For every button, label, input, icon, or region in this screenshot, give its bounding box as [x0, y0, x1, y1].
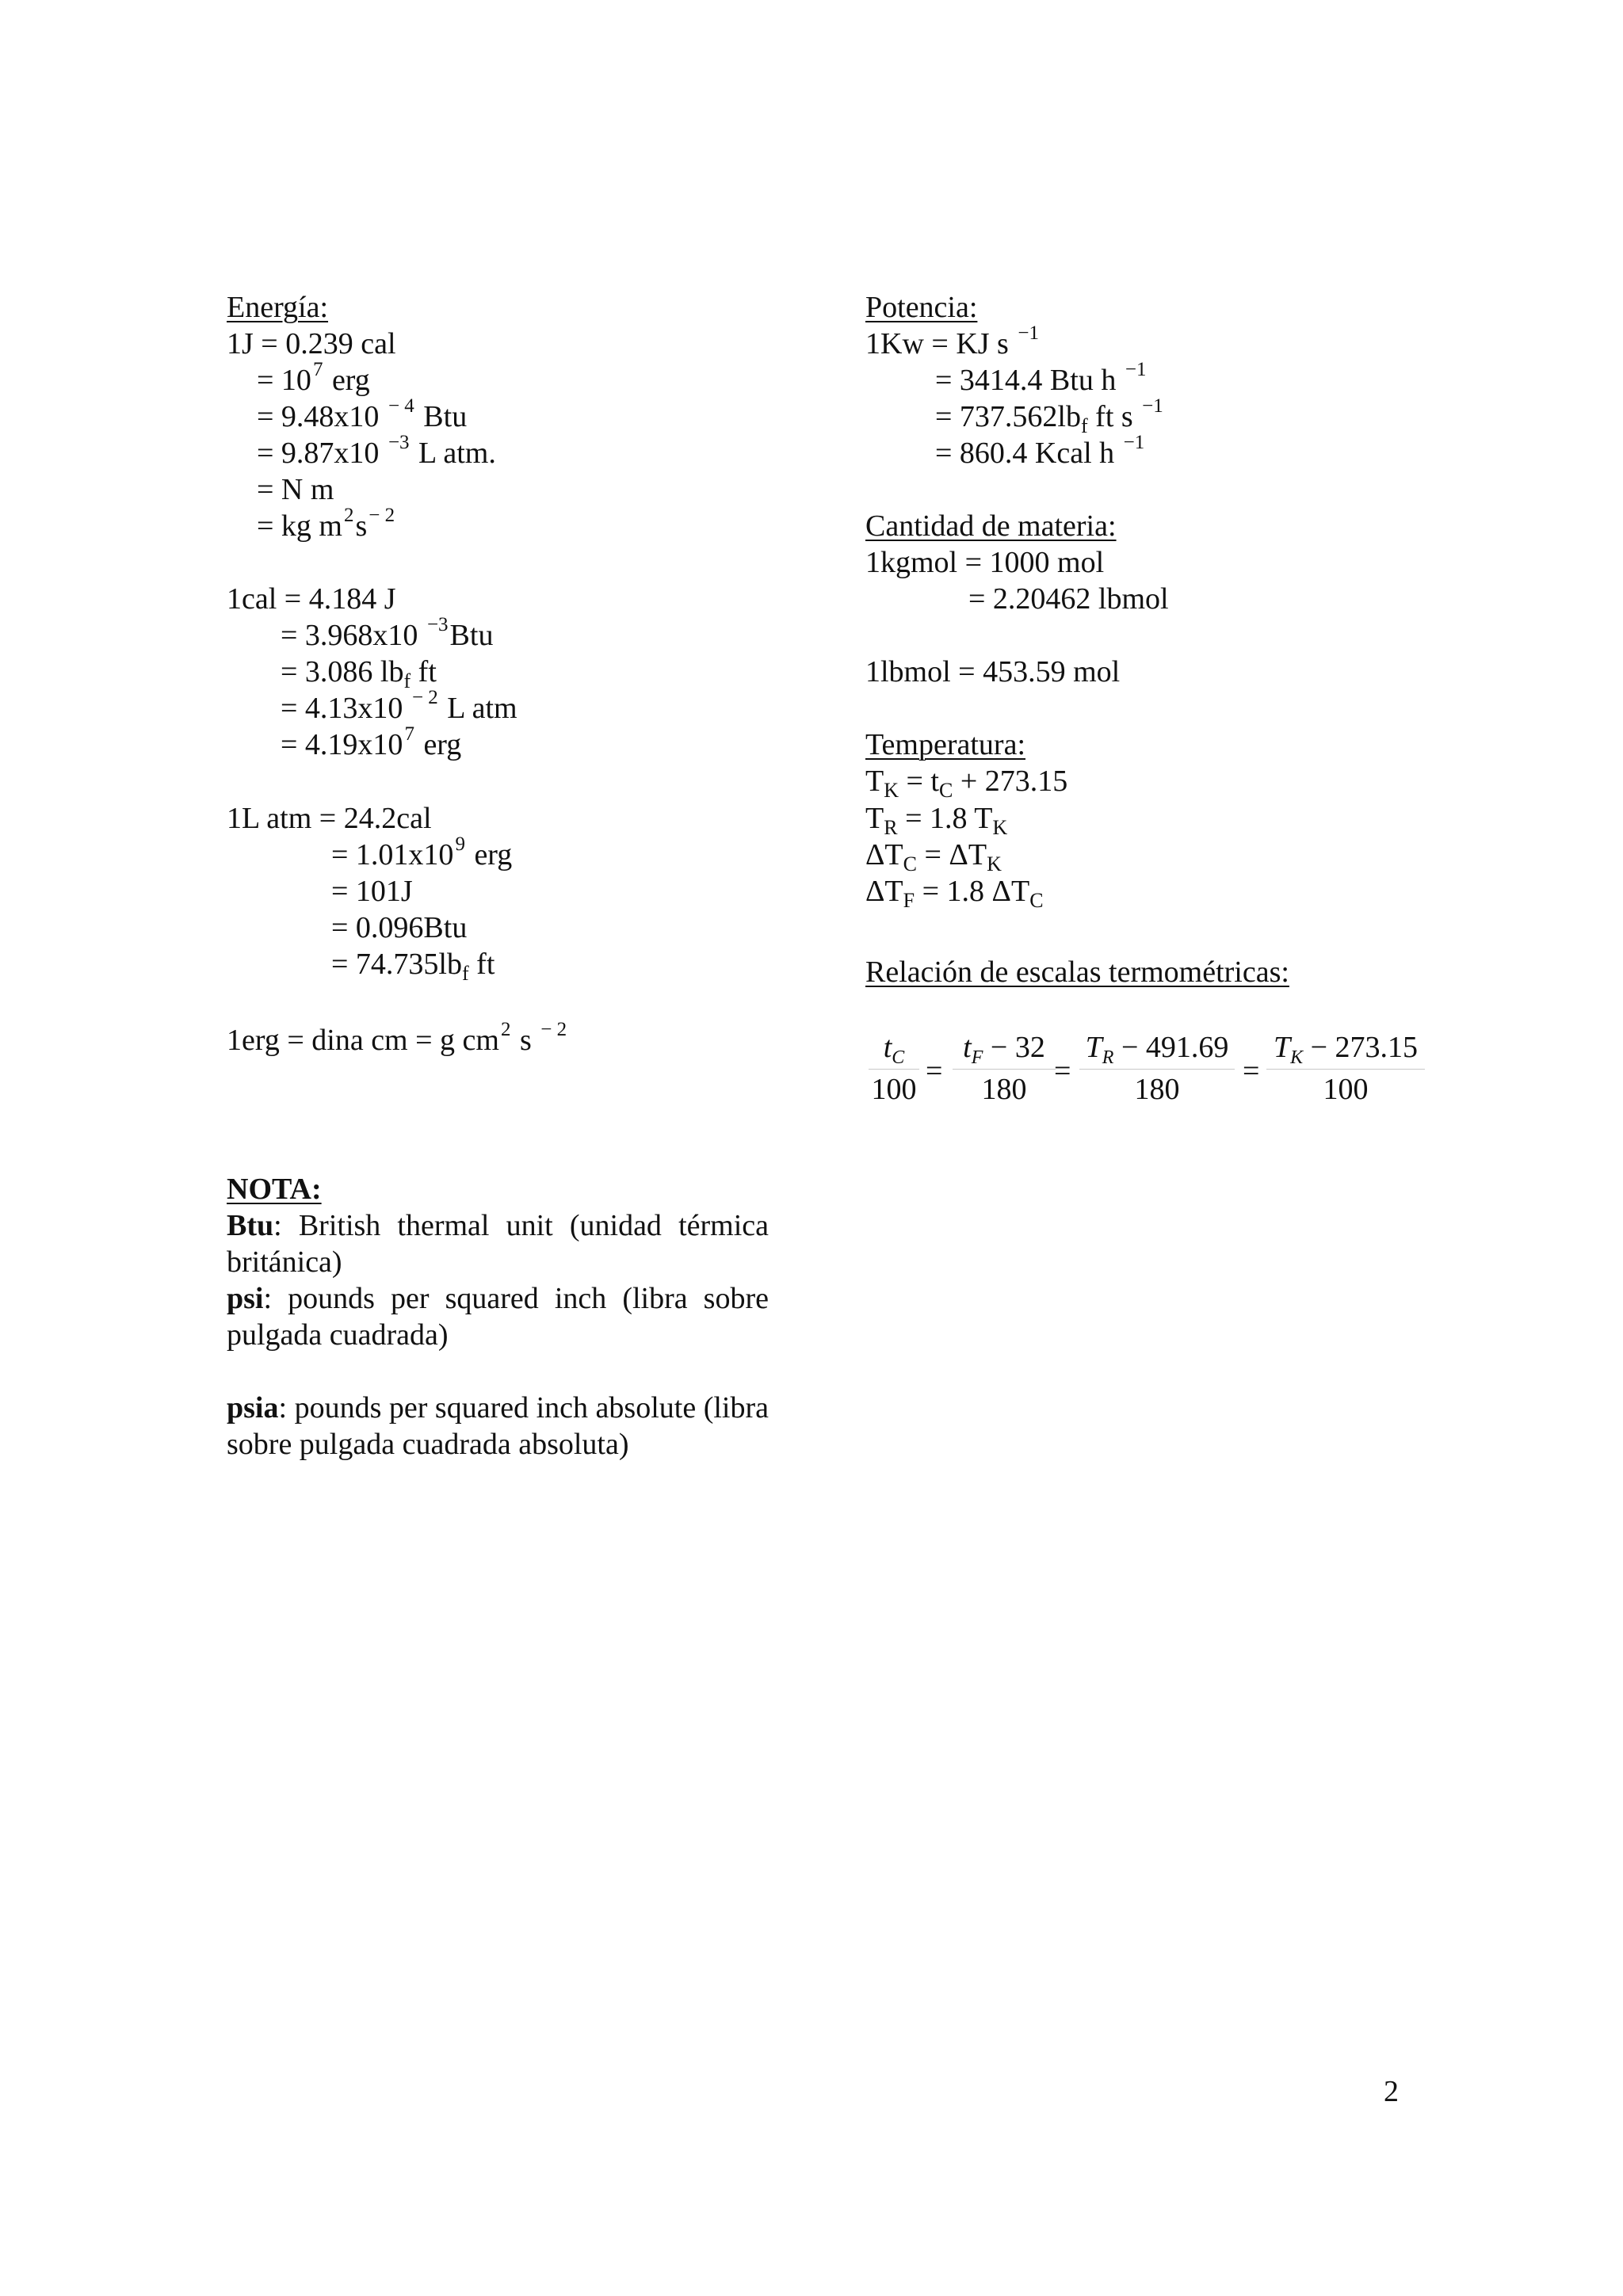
- latm-line-3: = 101J: [331, 875, 413, 908]
- materia-title: Cantidad de materia:: [865, 509, 1117, 543]
- potencia-line-2: = 3414.4 Btu h $^{-1}$: [935, 359, 1147, 397]
- temperatura-line-3: $\Delta T_C = \Delta T_K$: [865, 838, 1002, 875]
- temperatura-line-4: $\Delta T_F = 1.8$ $\Delta T_C$: [865, 875, 1044, 912]
- potencia-line-4: = 860.4 Kcal h $^{-1}$: [935, 432, 1145, 470]
- materia-line-1: 1kgmol = 1000 mol: [865, 546, 1105, 579]
- nota-psia: psia: pounds per squared inch absolute (libra sobre pulgada cuadrada absoluta): [227, 1391, 769, 1461]
- nota-section: [227, 1171, 769, 1463]
- potencia-line-1: 1Kw = KJ s $^{-1}$: [865, 322, 1039, 360]
- equals-3: =: [1243, 1055, 1260, 1088]
- fraction-celsius: $\frac{t_C}{100}$: [869, 1030, 919, 1109]
- energia-line-2: = $10^7$ erg: [257, 359, 370, 397]
- fraction-fahrenheit: $\frac{t_F - 32}{180}$: [953, 1030, 1056, 1109]
- potencia-title: Potencia:: [865, 291, 978, 324]
- nota-title: NOTA:: [227, 1173, 322, 1206]
- equals-1: =: [926, 1055, 943, 1088]
- energia-line-1: 1J = 0.239 cal: [227, 327, 396, 360]
- cal-line-1: 1cal = 4.184 J: [227, 582, 396, 616]
- energia-line-4: = 9.87x10 $^{-3}$ L atm.: [257, 432, 496, 470]
- fraction-rankine: $\frac{T_R - 491.69}{180}$: [1079, 1030, 1235, 1109]
- nota-psi: psi: pounds per squared inch (libra sobre pulgada cuadrada): [227, 1282, 769, 1352]
- erg-line: 1erg = dina cm = g $cm^2$ s $^{- 2}$: [227, 1019, 567, 1057]
- temperatura-line-1: $T_K = t_C + 273.15$: [865, 765, 1068, 802]
- energia-line-5: = N m: [257, 473, 334, 506]
- latm-line-1: 1L atm = 24.2cal: [227, 802, 432, 835]
- escalas-title: Relación de escalas termométricas:: [865, 955, 1289, 989]
- energia-line-3: = 9.48x10 $^{- 4}$ Btu: [257, 395, 468, 433]
- cal-line-5: = $4.19x10^7$ erg: [281, 723, 462, 761]
- temperatura-line-2: $T_R = 1.8$ $T_K$: [865, 802, 1008, 839]
- latm-line-4: = 0.096Btu: [331, 911, 468, 944]
- fraction-kelvin: $\frac{T_K - 273.15}{100}$: [1266, 1030, 1425, 1109]
- latm-line-2: = $1.01x10^9$ erg: [331, 833, 513, 871]
- potencia-line-3: = $737.562lb_f$ ft s $^{-1}$: [935, 395, 1163, 437]
- cal-line-2: = 3.968x10 $^{-3}$Btu: [281, 614, 494, 652]
- materia-line-2: = 2.20462 lbmol: [968, 582, 1169, 616]
- nota-btu: Btu: British thermal unit (unidad térmica británica): [227, 1209, 769, 1279]
- page-number: 2: [1384, 2075, 1399, 2108]
- energia-line-6: = kg $m^2s^{- 2}$: [257, 505, 395, 543]
- temperatura-title: Temperatura:: [865, 728, 1026, 761]
- cal-line-3: = 3.086 $lb_f$ ft: [281, 655, 437, 692]
- energia-title: Energía:: [227, 291, 329, 324]
- latm-line-5: = $74.735lb_f$ ft: [331, 948, 495, 985]
- cal-line-4: = 4.13x10 $^{- 2}$ L atm: [281, 687, 517, 725]
- materia-line-3: 1lbmol = 453.59 mol: [865, 655, 1121, 688]
- equals-2: =: [1054, 1055, 1071, 1088]
